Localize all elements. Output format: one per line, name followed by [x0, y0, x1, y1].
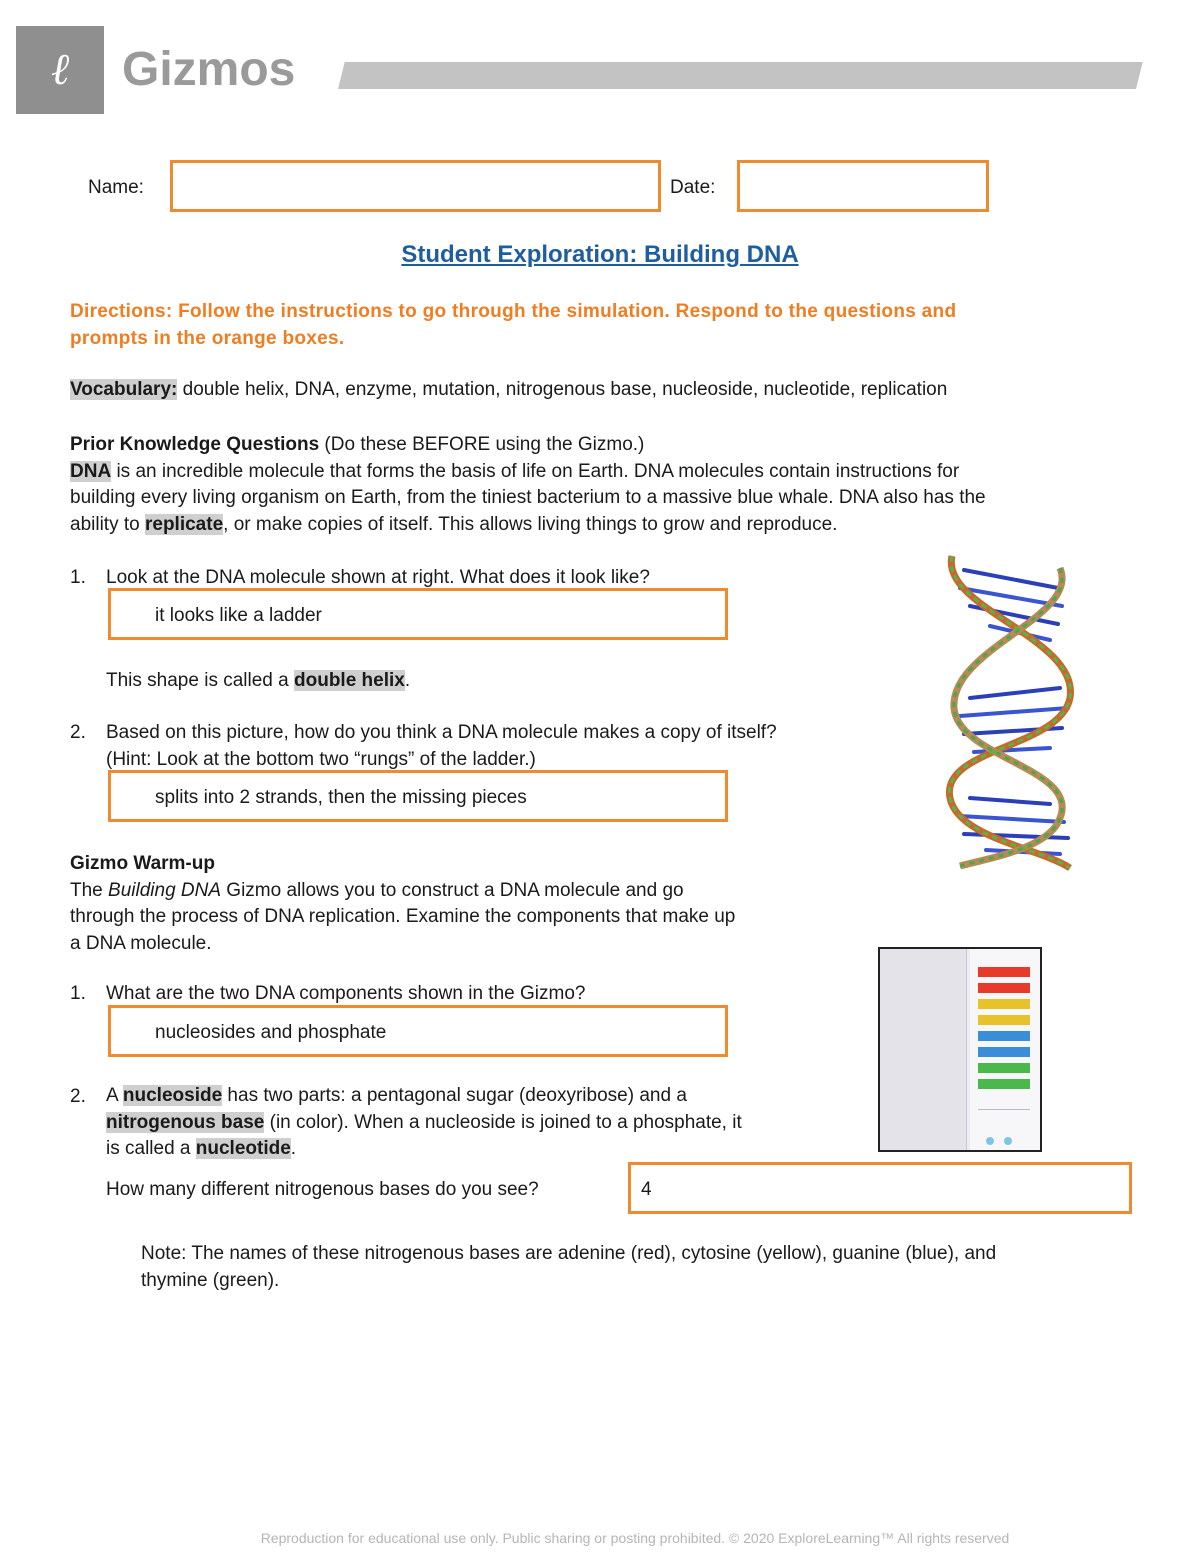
prior-line-1: is an incredible molecule that forms the basis of life on Earth. DNA molecules contain instructions for	[111, 460, 960, 482]
phosphate-dot	[1004, 1137, 1012, 1145]
gizmo-name: Building DNA	[108, 879, 222, 901]
warmup-q2-c: (in color). When a nucleoside is joined to a phosphate, it	[264, 1111, 742, 1133]
warmup-intro-1-pre: The	[70, 879, 109, 901]
prior-q2-number: 2.	[70, 722, 86, 743]
warmup-q2-d: is called a	[106, 1138, 196, 1159]
prior-heading-note: (Do these BEFORE using the Gizmo.)	[319, 434, 645, 455]
gizmo-screenshot-image	[878, 947, 1042, 1152]
term-replicate: replicate	[144, 513, 224, 535]
prior-knowledge	[70, 432, 1130, 538]
warmup-intro	[70, 851, 850, 957]
date-field[interactable]	[737, 160, 989, 212]
phosphate-dot	[986, 1137, 994, 1145]
how-many-bases-answer-box[interactable]	[628, 1162, 1132, 1214]
nucleoside-green	[978, 1079, 1030, 1089]
warmup-heading: Gizmo Warm-up	[70, 853, 215, 874]
warmup-q2-b: has two parts: a pentagonal sugar (deoxyribose) and a	[222, 1085, 687, 1106]
vocabulary-label: Vocabulary:	[70, 379, 178, 400]
brand-name: Gizmos	[122, 43, 296, 96]
double-helix-post: .	[404, 670, 411, 691]
warmup-intro-1-post: Gizmo allows you to construct a DNA molecule and go	[221, 879, 684, 901]
double-helix-pre: This shape is called a	[106, 670, 294, 691]
warmup-q2-number: 2.	[70, 1086, 86, 1107]
warmup-q1-number: 1.	[70, 983, 86, 1004]
double-helix-sentence	[106, 669, 410, 693]
warmup-q2-text	[106, 1083, 846, 1163]
nucleoside-blue	[978, 1031, 1030, 1041]
note-line-1: Note: The names of these nitrogenous bases are adenine (red), cytosine (yellow), guanine (blue), and	[141, 1243, 997, 1264]
prior-q1-answer: it looks like a ladder	[155, 605, 322, 626]
prior-q2-line-1: Based on this picture, how do you think a DNA molecule makes a copy of itself?	[106, 722, 777, 743]
date-label: Date:	[670, 177, 716, 198]
prior-q1-number: 1.	[70, 567, 86, 588]
dna-double-helix-image	[930, 548, 1090, 873]
term-nitrogenous-base: nitrogenous base	[106, 1111, 265, 1133]
prior-line-2: building every living organism on Earth, from the tiniest bacterium to a massive blue whale. DNA also has the	[70, 487, 986, 508]
nucleoside-yellow	[978, 999, 1030, 1009]
header-bar	[338, 62, 1143, 89]
warmup-q2-e: .	[290, 1138, 297, 1159]
prior-line-3-pre: ability to	[70, 513, 145, 535]
name-label: Name:	[88, 177, 144, 198]
nucleoside-red	[978, 967, 1030, 977]
vocabulary	[70, 377, 1130, 404]
explorelearning-logo: ℓ	[50, 44, 70, 95]
nucleoside-yellow	[978, 1015, 1030, 1025]
page-title: Student Exploration: Building DNA	[401, 241, 799, 268]
warmup-intro-3: a DNA molecule.	[70, 932, 212, 954]
directions	[70, 298, 1130, 352]
warmup-intro-2: through the process of DNA replication. Examine the components that make up	[70, 906, 736, 927]
nucleoside-blue	[978, 1047, 1030, 1057]
how-many-bases-question: How many different nitrogenous bases do you see?	[106, 1179, 539, 1200]
prior-q1-answer-box[interactable]	[108, 588, 728, 640]
warmup-q1-text: What are the two DNA components shown in the Gizmo?	[106, 983, 586, 1004]
name-field[interactable]	[170, 160, 661, 212]
nucleoside-green	[978, 1063, 1030, 1073]
term-nucleoside: nucleoside	[122, 1085, 223, 1106]
warmup-q2-a: A	[106, 1085, 123, 1106]
how-many-bases-answer: 4	[641, 1179, 652, 1200]
prior-line-3-post: , or make copies of itself. This allows living things to grow and reproduce.	[223, 513, 838, 535]
term-double-helix: double helix	[294, 670, 405, 691]
warmup-q1-answer: nucleosides and phosphate	[155, 1022, 387, 1043]
nucleoside-red	[978, 983, 1030, 993]
gizmo-workspace	[880, 949, 967, 1150]
term-dna: DNA	[70, 460, 112, 482]
prior-q1-text: Look at the DNA molecule shown at right. What does it look like?	[106, 567, 650, 588]
panel-divider	[978, 1109, 1030, 1110]
term-nucleotide: nucleotide	[195, 1138, 291, 1159]
footer: Reproduction for educational use only. Public sharing or posting prohibited. © 2020 ExploreLearning™ All rights reserved	[260, 1530, 1010, 1546]
prior-q2-answer: splits into 2 strands, then the missing pieces	[155, 787, 527, 808]
note	[141, 1241, 1131, 1294]
directions-line-2: prompts in the orange boxes.	[70, 328, 345, 349]
prior-q2-answer-box[interactable]	[108, 770, 728, 822]
prior-heading: Prior Knowledge Questions	[70, 434, 320, 455]
note-line-2: thymine (green).	[141, 1269, 280, 1291]
warmup-q1-answer-box[interactable]	[108, 1005, 728, 1057]
directions-line-1: Directions: Follow the instructions to go through the simulation. Respond to the questions and	[70, 301, 957, 322]
prior-q2-line-2: (Hint: Look at the bottom two “rungs” of the ladder.)	[106, 749, 536, 770]
vocabulary-text: double helix, DNA, enzyme, mutation, nitrogenous base, nucleoside, nucleotide, replication	[177, 379, 948, 400]
